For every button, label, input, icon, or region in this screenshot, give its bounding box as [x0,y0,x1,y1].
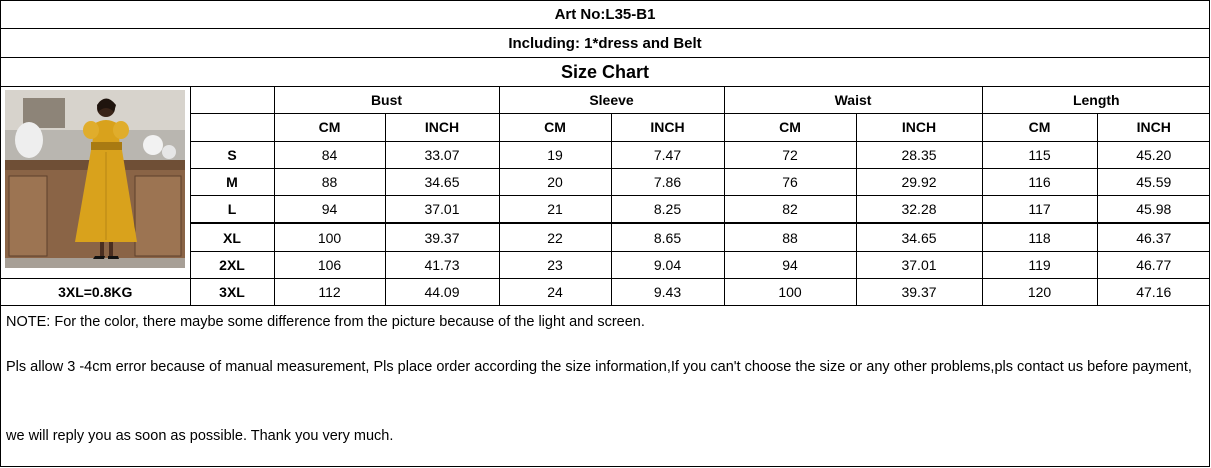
unit-corner-cell [190,114,274,141]
table-cell: 9.43 [611,279,724,306]
table-cell: 88 [724,223,856,251]
package-contents: Including: 1*dress and Belt [1,29,1209,58]
group-header-sleeve: Sleeve [499,87,724,114]
table-cell: 9.04 [611,251,724,278]
table-cell: 100 [724,279,856,306]
group-header-length: Length [982,87,1210,114]
size-chart-title: Size Chart [1,58,1209,87]
table-cell: 76 [724,168,856,195]
table-cell: 24 [499,279,611,306]
table-cell: 8.25 [611,196,724,224]
table-cell: 84 [274,141,385,168]
table-cell: 119 [982,251,1097,278]
table-cell: 94 [724,251,856,278]
color-note: NOTE: For the color, there maybe some difference from the picture because of the light and screen. [6,314,645,330]
table-cell: 7.47 [611,141,724,168]
product-photo [5,90,185,268]
table-cell: 82 [724,196,856,224]
table-cell: 20 [499,168,611,195]
group-header-waist: Waist [724,87,982,114]
reply-note: we will reply you as soon as possible. Thank you very much. [6,428,394,444]
table-cell: 37.01 [856,251,982,278]
table-cell: 39.37 [385,223,499,251]
table-cell: 45.20 [1097,141,1210,168]
table-cell: 118 [982,223,1097,251]
table-cell: 116 [982,168,1097,195]
table-cell: 94 [274,196,385,224]
table-cell: 72 [724,141,856,168]
table-cell: 39.37 [856,279,982,306]
table-cell: 100 [274,223,385,251]
table-cell: 21 [499,196,611,224]
product-photo-cell [1,87,190,279]
table-cell: 33.07 [385,141,499,168]
size-label: 2XL [190,251,274,278]
table-cell: 34.65 [385,168,499,195]
table-cell: 32.28 [856,196,982,224]
package-weight: 3XL=0.8KG [1,279,190,306]
table-cell: 37.01 [385,196,499,224]
unit-header-inch: INCH [611,114,724,141]
group-header-bust: Bust [274,87,499,114]
size-label: L [190,196,274,224]
unit-header-cm: CM [274,114,385,141]
group-header-row [1,87,1210,114]
table-cell: 29.92 [856,168,982,195]
table-cell: 19 [499,141,611,168]
size-label: 3XL [190,279,274,306]
table-row [1,279,1210,306]
table-cell: 46.37 [1097,223,1210,251]
table-cell: 117 [982,196,1097,224]
table-cell: 41.73 [385,251,499,278]
table-cell: 28.35 [856,141,982,168]
size-label: XL [190,223,274,251]
size-corner-cell [190,87,274,114]
size-label: S [190,141,274,168]
unit-header-inch: INCH [856,114,982,141]
measurement-note: Pls allow 3 -4cm error because of manual measurement, Pls place order according the size information,If you can't choose the size or any other problems,pls contact us before payment, [6,359,1192,375]
size-table [1,87,1210,306]
size-label: M [190,168,274,195]
table-cell: 115 [982,141,1097,168]
table-cell: 8.65 [611,223,724,251]
table-cell: 46.77 [1097,251,1210,278]
table-cell: 47.16 [1097,279,1210,306]
table-cell: 44.09 [385,279,499,306]
table-cell: 45.98 [1097,196,1210,224]
table-cell: 23 [499,251,611,278]
table-cell: 88 [274,168,385,195]
table-cell: 45.59 [1097,168,1210,195]
table-cell: 120 [982,279,1097,306]
table-cell: 7.86 [611,168,724,195]
unit-header-inch: INCH [385,114,499,141]
table-cell: 106 [274,251,385,278]
unit-header-inch: INCH [1097,114,1210,141]
art-number: Art No:L35-B1 [1,1,1209,29]
table-cell: 22 [499,223,611,251]
unit-header-cm: CM [982,114,1097,141]
unit-header-cm: CM [724,114,856,141]
unit-header-cm: CM [499,114,611,141]
table-cell: 34.65 [856,223,982,251]
table-cell: 112 [274,279,385,306]
